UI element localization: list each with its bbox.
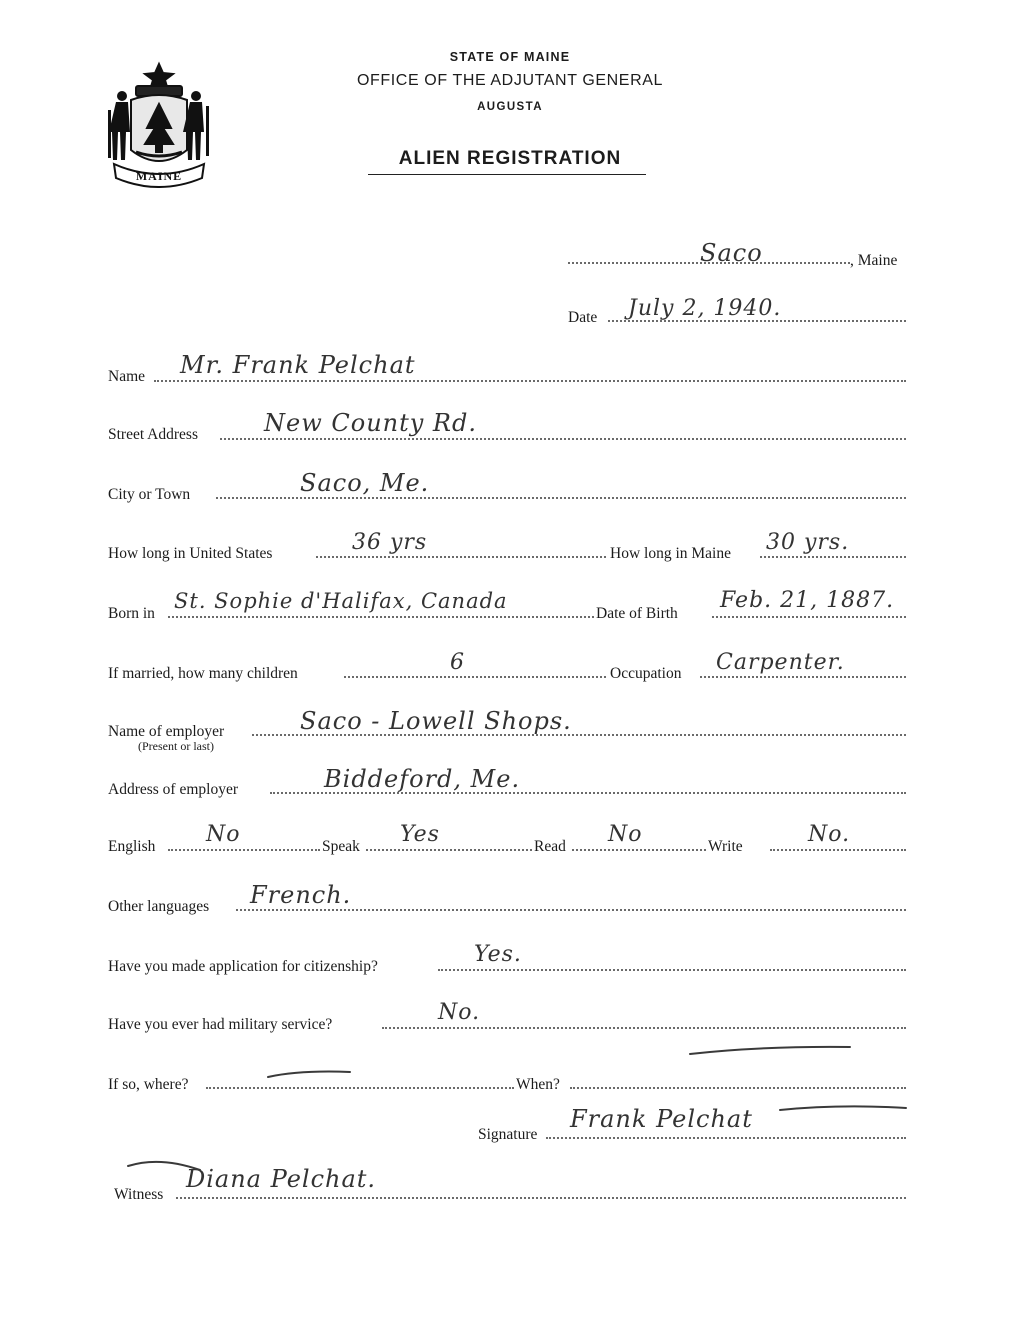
write-value: No.: [808, 822, 851, 847]
children-value: 6: [450, 650, 465, 675]
name-value: Mr. Frank Pelchat: [180, 351, 416, 379]
when-label: When?: [516, 1076, 560, 1093]
children-label: If married, how many children: [108, 665, 298, 682]
signature-value: Frank Pelchat: [570, 1105, 753, 1133]
write-label: Write: [708, 838, 743, 855]
speak-value: Yes: [400, 822, 440, 847]
other-languages-label: Other languages: [108, 898, 210, 915]
name-label: Name: [108, 368, 146, 385]
employer-sublabel: (Present or last): [138, 739, 214, 753]
employer-label: Name of employer: [108, 723, 225, 740]
english-label: English: [108, 838, 156, 855]
town-suffix: , Maine: [850, 252, 898, 269]
city-label: City or Town: [108, 486, 191, 503]
employer-address-value: Biddeford, Me.: [324, 765, 521, 793]
years-maine-label: How long in Maine: [610, 545, 731, 562]
years-us-value: 36 yrs: [352, 530, 428, 555]
born-in-value: St. Sophie d'Halifax, Canada: [174, 589, 508, 613]
street-value: New County Rd.: [264, 409, 477, 437]
employer-value: Saco - Lowell Shops.: [300, 707, 572, 735]
date-label: Date: [568, 309, 598, 326]
date-value: July 2, 1940.: [628, 296, 782, 321]
town-value: Saco: [700, 239, 763, 267]
header-city: AUGUSTA: [477, 101, 543, 113]
military-value: No.: [438, 1000, 481, 1025]
header-state: STATE OF MAINE: [449, 50, 571, 64]
read-value: No: [608, 822, 643, 847]
born-in-label: Born in: [108, 605, 155, 622]
occupation-value: Carpenter.: [716, 650, 845, 675]
street-label: Street Address: [108, 426, 198, 443]
form-title: ALIEN REGISTRATION: [398, 148, 622, 169]
read-label: Read: [534, 838, 566, 855]
occupation-label: Occupation: [610, 665, 682, 682]
other-languages-value: French.: [250, 881, 352, 909]
signature-label: Signature: [478, 1126, 538, 1143]
years-maine-value: 30 yrs.: [766, 530, 850, 555]
citizenship-value: Yes.: [474, 942, 522, 967]
witness-label: Witness: [114, 1186, 164, 1203]
header-office: OFFICE OF THE ADJUTANT GENERAL: [356, 72, 664, 89]
speak-label: Speak: [322, 838, 360, 855]
seal-label: MAINE: [135, 169, 183, 183]
where-label: If so, where?: [108, 1076, 189, 1093]
city-value: Saco, Me.: [300, 469, 430, 497]
english-value: No: [206, 822, 241, 847]
military-label: Have you ever had military service?: [108, 1016, 333, 1033]
witness-value: Diana Pelchat.: [186, 1165, 377, 1193]
employer-address-label: Address of employer: [108, 781, 238, 798]
dob-value: Feb. 21, 1887.: [720, 588, 895, 613]
years-us-label: How long in United States: [108, 545, 273, 562]
citizenship-label: Have you made application for citizenship?: [108, 958, 378, 975]
dob-label: Date of Birth: [596, 605, 678, 622]
